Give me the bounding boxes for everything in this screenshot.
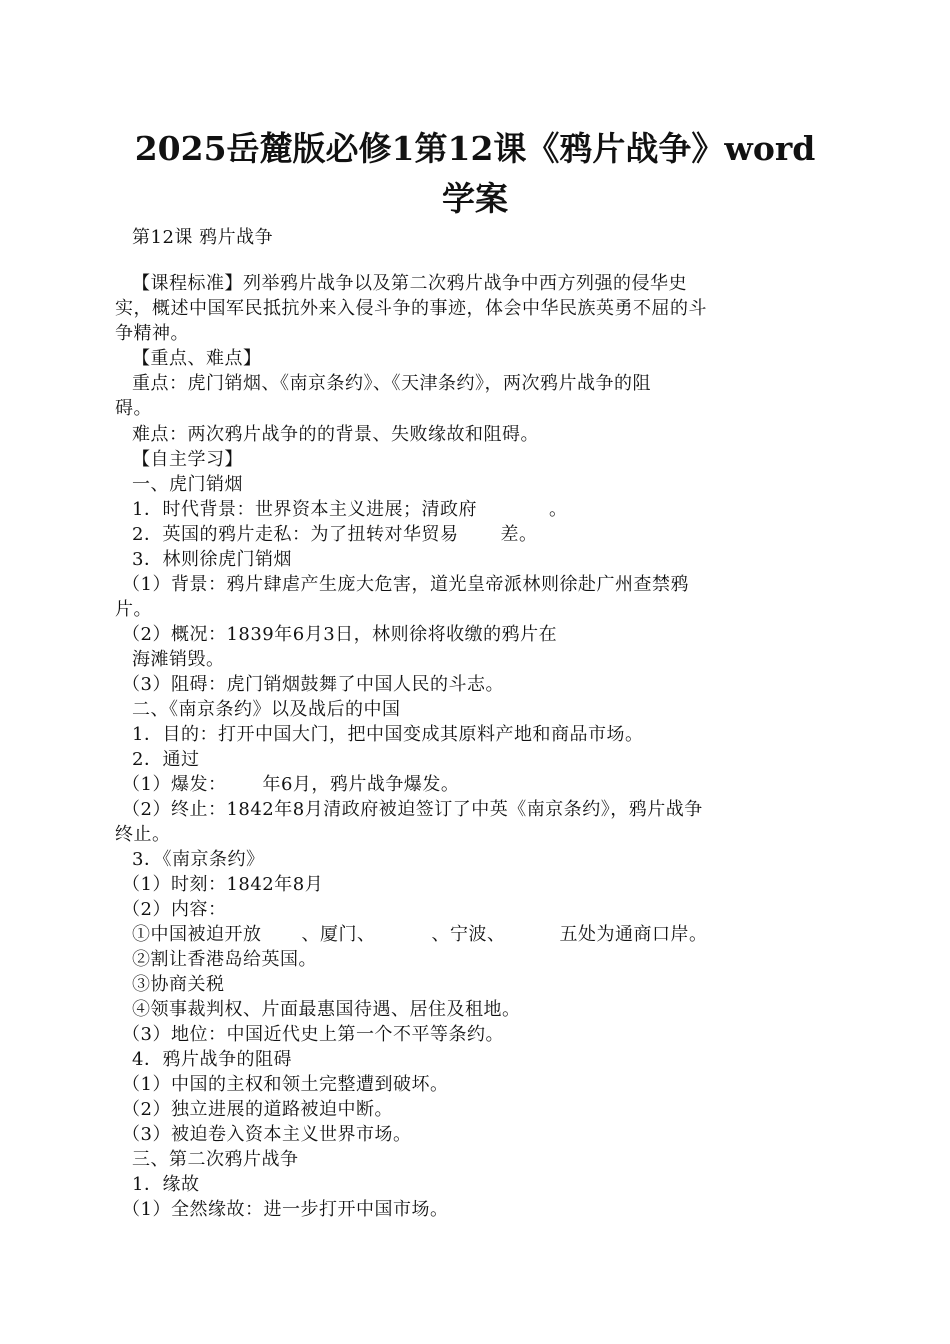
text-line: [132, 923, 708, 947]
text-segment: 差。: [500, 524, 538, 545]
text-line: 重点：虎门销烟、《南京条约》、《天津条约》，两次鸦片战争的阻: [132, 373, 651, 394]
text-line: 3．《南京条约》: [132, 849, 265, 870]
text-segment: 2．英国的鸦片走私：为了扭转对华贸易: [132, 524, 459, 545]
text-line: 3．林则徐虎门销烟: [132, 549, 292, 570]
text-segment: 年6月，鸦片战争爆发。: [262, 774, 460, 795]
document-title-line-1: 2025岳麓版必修1第12课《鸦片战争》word: [134, 129, 816, 168]
text-line: （1）全然缘故：进一步打开中国市场。: [122, 1199, 449, 1220]
text-segment: 、宁波、: [431, 924, 506, 945]
text-line: ②割让香港岛给英国。: [132, 949, 317, 970]
section-heading: 一、虎门销烟: [132, 474, 243, 495]
text-line: 1．目的：打开中国大门，把中国变成其原料产地和商品市场。: [132, 724, 644, 745]
text-line: 终止。: [115, 824, 171, 845]
text-line: （1）时刻：1842年8月: [122, 874, 324, 895]
text-line: 【课程标准】列举鸦片战争以及第二次鸦片战争中西方列强的侵华史: [132, 273, 687, 294]
text-line: 1．缘故: [132, 1174, 200, 1195]
text-line: （3）阻碍：虎门销烟鼓舞了中国人民的斗志。: [122, 674, 504, 695]
text-line: 海滩销毁。: [132, 649, 225, 670]
text-segment: 、厦门、: [301, 924, 376, 945]
text-segment: 五处为通商口岸。: [559, 924, 708, 945]
text-line: 争精神。: [115, 323, 189, 344]
text-line: （2）独立进展的道路被迫中断。: [122, 1099, 393, 1120]
text-line: 实，概述中国军民抵抗外来入侵斗争的事迹，体会中华民族英勇不屈的斗: [115, 298, 707, 319]
text-line: 片。: [115, 599, 152, 620]
text-line: （1）背景：鸦片肆虐产生庞大危害，道光皇帝派林则徐赴广州查禁鸦: [122, 574, 689, 595]
text-segment: 1．时代背景：世界资本主义进展；清政府: [132, 499, 477, 520]
lesson-subtitle: 第12课 鸦片战争: [132, 227, 274, 248]
document-title-line-2: 学案: [442, 179, 508, 218]
text-line: 难点：两次鸦片战争的的背景、失败缘故和阻碍。: [132, 424, 539, 445]
section-heading: 【自主学习】: [132, 449, 243, 470]
section-heading: 二、《南京条约》以及战后的中国: [132, 699, 401, 720]
text-line: ④领事裁判权、片面最惠国待遇、居住及租地。: [132, 999, 521, 1020]
text-line: （2）内容：: [122, 899, 227, 920]
text-segment: ①中国被迫开放: [132, 924, 262, 945]
text-segment: 。: [548, 499, 568, 520]
text-line: [122, 773, 459, 797]
text-line: （1）中国的主权和领土完整遭到破坏。: [122, 1074, 449, 1095]
text-line: 碍。: [115, 398, 152, 419]
text-line: （3）被迫卷入资本主义世界市场。: [122, 1124, 412, 1145]
text-line: 4．鸦片战争的阻碍: [132, 1049, 292, 1070]
text-line: （2）终止：1842年8月清政府被迫签订了中英《南京条约》，鸦片战争: [122, 799, 703, 820]
section-heading: 三、第二次鸦片战争: [132, 1149, 299, 1170]
text-line: ③协商关税: [132, 974, 225, 995]
text-line: 2．通过: [132, 749, 200, 770]
text-line: [132, 498, 567, 522]
text-line: [132, 523, 537, 547]
section-heading: 【重点、难点】: [132, 348, 262, 369]
text-line: （2）概况：1839年6月3日，林则徐将收缴的鸦片在: [122, 624, 558, 645]
text-line: （3）地位：中国近代史上第一个不平等条约。: [122, 1024, 504, 1045]
text-segment: （1）爆发：: [122, 774, 227, 795]
